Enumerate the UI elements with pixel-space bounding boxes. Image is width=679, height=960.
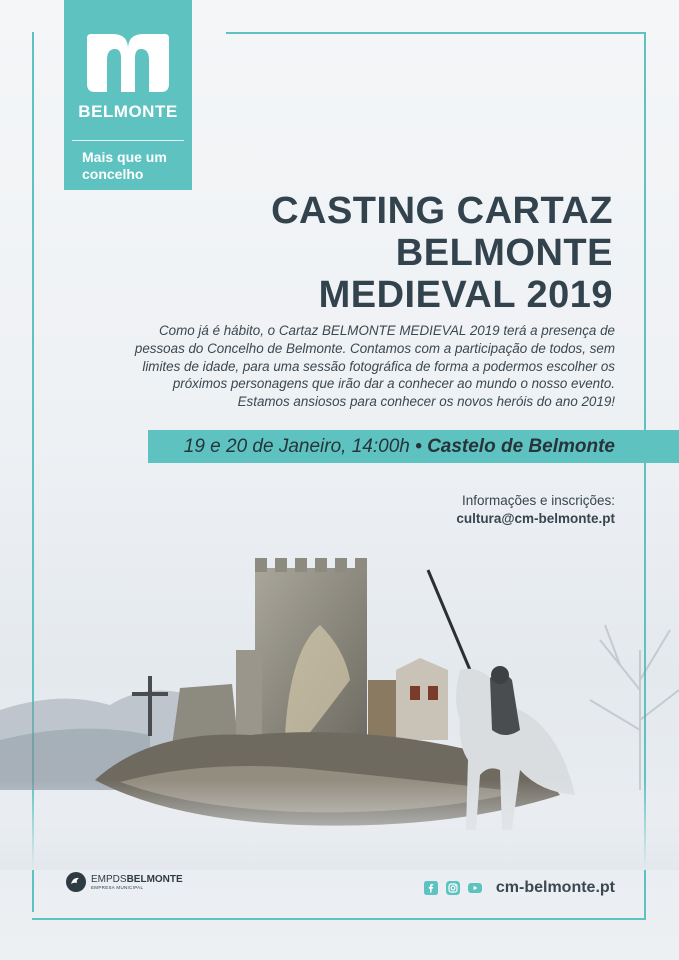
empds-subtitle: EMPRESA MUNICIPAL [91,884,144,890]
poster-title [271,190,613,316]
belmonte-m-logo-icon [83,32,173,94]
description-text: Como já é hábito, o Cartaz BELMONTE MEDIEVAL 2019 terá a presença de pessoas do Concelho de Belmonte. Contamos com a participação de todos, sem limites de idade, para uma sessão fotográfica de forma a podermos escolher os próximos personagens que irão dar a conhecer ao mundo o nosso evento. Estamos ansiosos para conhecer os novos heróis do ano 2019! [134,323,615,410]
frame-line-bottom [32,918,646,920]
info-email-link[interactable]: cultura@cm-belmonte.pt [456,511,615,526]
info-block [456,492,615,528]
facebook-icon[interactable] [424,881,438,895]
event-date-band [148,430,679,463]
castle-knight-illustration [0,530,679,870]
title-line-3: MEDIEVAL 2019 [318,274,613,316]
logo-wordmark: BELMONTE [78,102,178,121]
website-link[interactable]: cm-belmonte.pt [495,879,615,896]
footer-social [424,879,615,897]
frame-line-top [226,32,646,34]
event-date-text [184,436,615,458]
info-label: Informações e inscrições: [461,493,615,508]
empds-emblem-icon [64,870,88,894]
youtube-icon[interactable] [468,881,482,895]
title-line-1: CASTING CARTAZ [271,190,613,232]
event-date-time: 19 e 20 de Janeiro, 14:00h [183,436,410,457]
event-location: Castelo de Belmonte [427,436,615,457]
logo-tagline: Mais que um concelho [82,149,167,182]
event-separator: • [415,436,422,457]
belmonte-logo [64,0,192,190]
title-line-2: BELMONTE [395,232,613,274]
frame-line-right-upper [644,32,646,430]
empds-prefix: EMPDS [91,873,127,885]
empds-name: BELMONTE [126,873,183,885]
instagram-icon[interactable] [446,881,460,895]
empds-logo [64,870,183,894]
logo-divider [72,140,184,141]
